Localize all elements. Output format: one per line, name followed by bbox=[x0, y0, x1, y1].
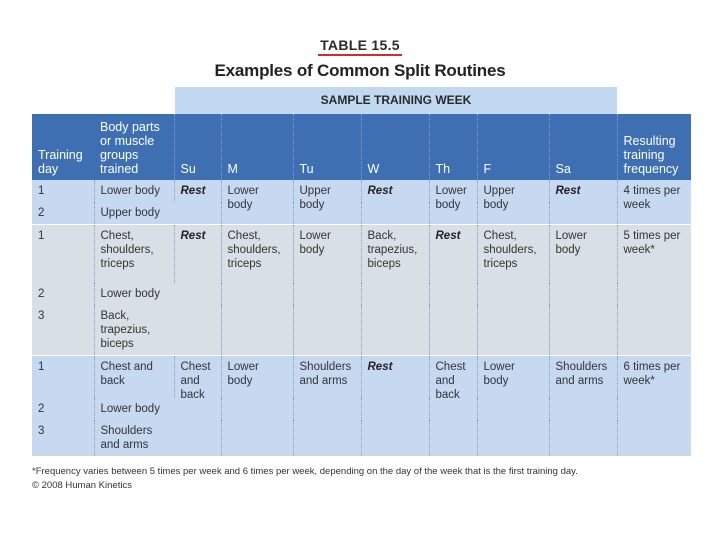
column-header-row bbox=[32, 114, 691, 180]
cell-tu: Lower body bbox=[293, 225, 361, 356]
cell-su: Rest bbox=[174, 225, 221, 356]
sample-week-header: SAMPLE TRAINING WEEK bbox=[175, 87, 617, 114]
table-row bbox=[32, 356, 691, 399]
col-su: Su bbox=[174, 114, 221, 180]
cell-day: 2 bbox=[32, 398, 94, 420]
cell-m: Lower body bbox=[221, 356, 293, 457]
cell-day: 1 bbox=[32, 356, 94, 399]
cell-sa: Shoulders and arms bbox=[549, 356, 617, 457]
cell-parts: Shoulders and arms bbox=[94, 420, 174, 456]
cell-parts: Chest and back bbox=[94, 356, 174, 399]
cell-w: Back, trapezius, biceps bbox=[361, 225, 429, 356]
cell-frequency: 5 times per week* bbox=[617, 225, 691, 356]
cell-tu: Upper body bbox=[293, 180, 361, 225]
split-routines-table bbox=[32, 114, 691, 456]
cell-tu: Shoulders and arms bbox=[293, 356, 361, 457]
cell-parts: Back, trapezius, biceps bbox=[94, 305, 174, 356]
table-row bbox=[32, 225, 691, 284]
cell-m: Lower body bbox=[221, 180, 293, 225]
cell-f: Upper body bbox=[477, 180, 549, 225]
cell-th: Lower body bbox=[429, 180, 477, 225]
cell-su: Chest and back bbox=[174, 356, 221, 457]
col-sa: Sa bbox=[549, 114, 617, 180]
col-tu: Tu bbox=[293, 114, 361, 180]
col-f: F bbox=[477, 114, 549, 180]
cell-day: 2 bbox=[32, 202, 94, 225]
cell-sa: Rest bbox=[549, 180, 617, 225]
cell-m: Chest, shoulders, triceps bbox=[221, 225, 293, 356]
cell-frequency: 4 times per week bbox=[617, 180, 691, 225]
cell-day: 3 bbox=[32, 305, 94, 356]
col-w: W bbox=[361, 114, 429, 180]
cell-parts: Chest, shoulders, triceps bbox=[94, 225, 174, 284]
cell-day: 1 bbox=[32, 180, 94, 202]
copyright-notice: © 2008 Human Kinetics bbox=[32, 480, 132, 491]
cell-w: Rest bbox=[361, 356, 429, 457]
cell-day: 2 bbox=[32, 283, 94, 305]
col-frequency: Resulting training frequency bbox=[617, 114, 691, 180]
cell-sa: Lower body bbox=[549, 225, 617, 356]
cell-parts: Lower body bbox=[94, 180, 174, 202]
cell-day: 1 bbox=[32, 225, 94, 284]
cell-parts: Lower body bbox=[94, 398, 174, 420]
frequency-footnote: *Frequency varies between 5 times per week and 6 times per week, depending on the day of the week that is the first training day. bbox=[32, 466, 578, 477]
cell-day: 3 bbox=[32, 420, 94, 456]
cell-f: Lower body bbox=[477, 356, 549, 457]
table-title: Examples of Common Split Routines bbox=[214, 61, 506, 80]
col-body-parts: Body parts or muscle groups trained bbox=[94, 114, 174, 180]
cell-f: Chest, shoulders, triceps bbox=[477, 225, 549, 356]
cell-th: Chest and back bbox=[429, 356, 477, 457]
table-row bbox=[32, 180, 691, 202]
col-m: M bbox=[221, 114, 293, 180]
cell-su: Rest bbox=[174, 180, 221, 225]
cell-w: Rest bbox=[361, 180, 429, 225]
cell-th: Rest bbox=[429, 225, 477, 356]
col-training-day: Training day bbox=[32, 114, 94, 180]
cell-frequency: 6 times per week* bbox=[617, 356, 691, 457]
col-th: Th bbox=[429, 114, 477, 180]
table-number: TABLE 15.5 bbox=[0, 37, 720, 53]
cell-parts: Upper body bbox=[94, 202, 174, 225]
cell-parts: Lower body bbox=[94, 283, 174, 305]
